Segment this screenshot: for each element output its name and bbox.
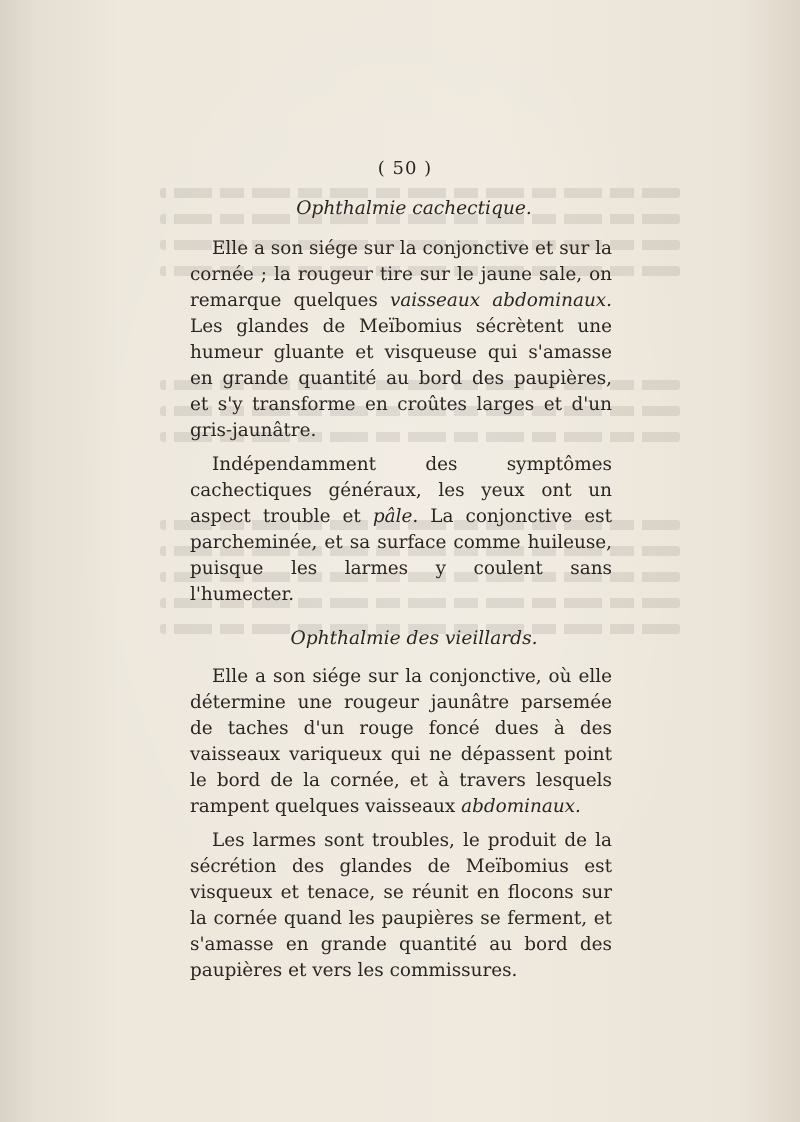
paragraph: Indépendamment des symptômes cachectiques généraux, les yeux ont un aspect trouble et pâle. La conjonctive est parcheminée, et sa surface comme huileuse, puisque les larmes y coulent sans l'humecter. (190, 454, 613, 605)
paragraph: Les larmes sont troubles, le produit de la sécrétion des glandes de Meïbomius est visqueux et tenace, se réunit en flocons sur la cornée quand les paupières se ferment, et s'amasse en grande quantité au bord des paupières et vers les commissures. (190, 830, 612, 981)
page-number: ( 50 ) (377, 158, 433, 179)
italic-phrase: vaisseaux abdominaux. (389, 290, 613, 311)
page-text-block (190, 156, 612, 992)
paragraph: Elle a son siége sur la conjonctive, où elle détermine une rougeur jaunâtre parsemée de taches d'un rouge foncé dues à des vaisseaux variqueux qui ne dépassent point le bord de la cornée, et à travers lesquels rampent quelques vaisseaux abdominaux. (190, 666, 612, 817)
paragraph: Elle a son siége sur la conjonctive et sur la cornée ; la rougeur tire sur le jaune sale, on remarque quelques vaisseaux abdominaux. Les glandes de Meïbomius sécrètent une humeur gluante et visqueuse qui s'amasse en grande quantité au bord des paupières, et s'y transforme en croûtes larges et d'un gris-jaunâtre. (190, 238, 613, 441)
italic-phrase: pâle. (372, 506, 419, 527)
italic-phrase: abdominaux. (461, 796, 581, 817)
section-title-vieillards: Ophthalmie des vieillards. (290, 628, 538, 649)
section-title-cachectique: Ophthalmie cachectique. (296, 198, 532, 219)
